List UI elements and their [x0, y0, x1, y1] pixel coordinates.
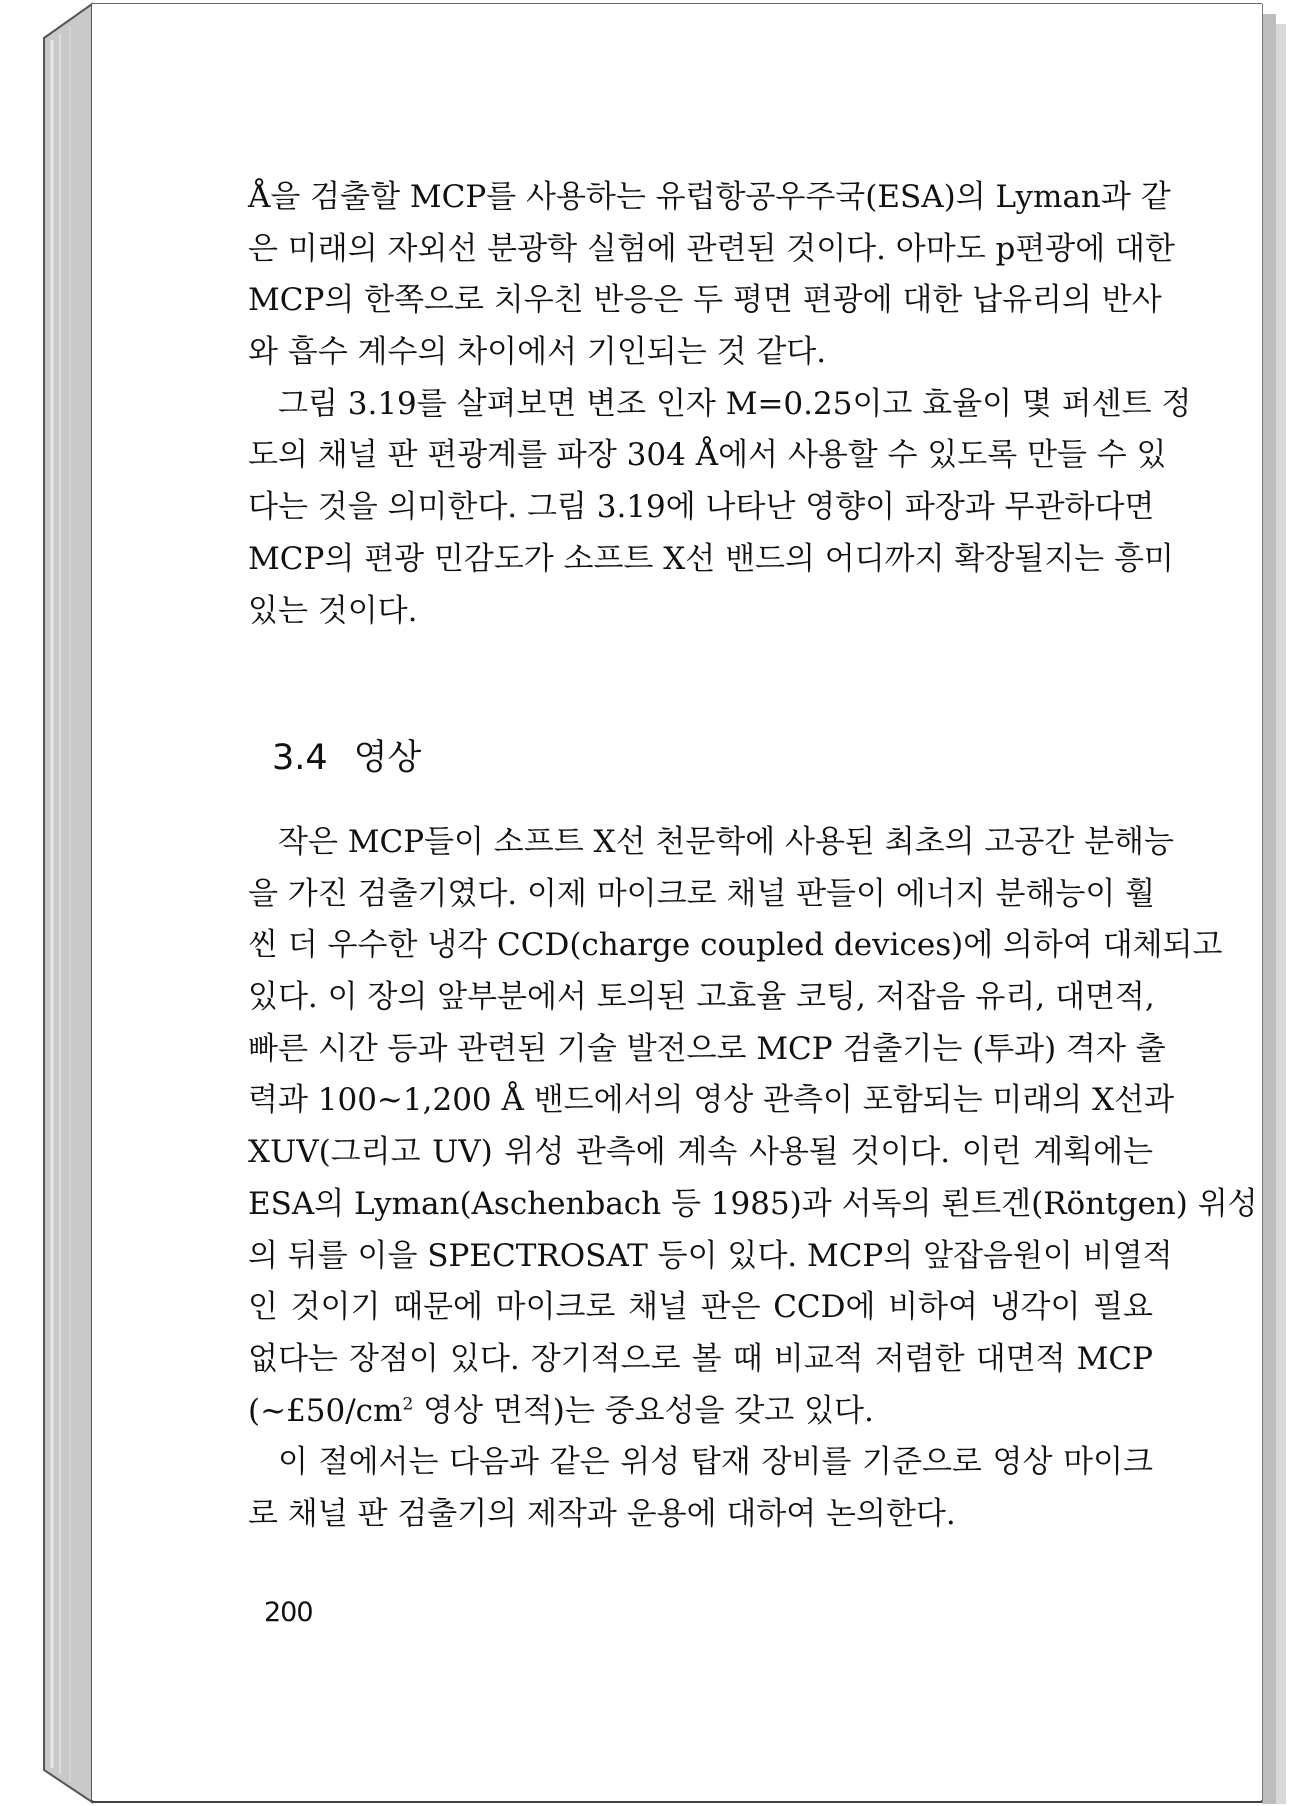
text-line: 없다는 장점이 있다. 장기적으로 볼 때 비교적 저렴한 대면적 MCP: [248, 1340, 1153, 1377]
paragraph-block-imaging: [248, 817, 1258, 1541]
text-line: Å을 검출할 MCP를 사용하는 유럽항공우주국(ESA)의 Lyman과 같: [248, 179, 1171, 215]
text-line: 이 절에서는 다음과 같은 위성 탑재 장비를 기준으로 영상 마이크: [278, 1444, 1153, 1481]
paragraph-block-polarization: [248, 172, 1192, 637]
superscript: 2: [402, 1394, 414, 1415]
section-heading: [272, 728, 421, 788]
text-line: 빠른 시간 등과 관련된 기술 발전으로 MCP 검출기는 (투과) 격자 출: [248, 1030, 1166, 1067]
text-line: ESA의 Lyman(Aschenbach 등 1985)과 서독의 뢴트겐(Röntgen) 위성: [248, 1185, 1258, 1222]
text-fragment: 영상 면적)는 중요성을 갖고 있다.: [413, 1392, 874, 1429]
text-line: 인 것이기 때문에 마이크로 채널 판은 CCD에 비하여 냉각이 필요: [248, 1289, 1153, 1326]
text-line: 작은 MCP들이 소프트 X선 천문학에 사용된 최초의 고공간 분해능: [278, 824, 1174, 860]
text-line: 와 흡수 계수의 차이에서 기인되는 것 같다.: [248, 334, 827, 371]
text-line: 로 채널 판 검출기의 제작과 운용에 대하여 논의한다.: [248, 1495, 956, 1532]
section-title: 영상: [353, 738, 422, 778]
text-fragment: (~£50/cm: [248, 1392, 403, 1429]
text-line: 있는 것이다.: [248, 592, 418, 629]
text-line: 다는 것을 의미한다. 그림 3.19에 나타난 영향이 파장과 무관하다면: [248, 489, 1155, 526]
section-number: 3.4: [272, 738, 328, 778]
page-number: 200: [264, 1597, 313, 1628]
text-line: XUV(그리고 UV) 위성 관측에 계속 사용될 것이다. 이런 계획에는: [248, 1134, 1153, 1171]
text-line: 의 뒤를 이을 SPECTROSAT 등이 있다. MCP의 앞잡음원이 비열적: [248, 1237, 1173, 1274]
text-line-area-cost: [248, 1386, 1153, 1438]
text-line: 있다. 이 장의 앞부분에서 토의된 고효율 코팅, 저잡음 유리, 대면적,: [248, 979, 1155, 1016]
text-line: 그림 3.19를 살펴보면 변조 인자 M=0.25이고 효율이 몇 퍼센트 정: [278, 385, 1192, 422]
text-line: MCP의 편광 민감도가 소프트 X선 밴드의 어디까지 확장될지는 흥미: [248, 540, 1174, 577]
text-line: 력과 100~1,200 Å 밴드에서의 영상 관측이 포함되는 미래의 X선과: [248, 1082, 1175, 1119]
text-line: 은 미래의 자외선 분광학 실험에 관련된 것이다. 아마도 p편광에 대한: [248, 230, 1175, 267]
text-line: 을 가진 검출기였다. 이제 마이크로 채널 판들이 에너지 분해능이 훨: [248, 875, 1156, 912]
text-line: MCP의 한쪽으로 치우친 반응은 두 평면 편광에 대한 납유리의 반사: [248, 282, 1162, 319]
text-line: 씬 더 우수한 냉각 CCD(charge coupled devices)에 의하여 대체되고: [248, 927, 1223, 964]
text-line: 도의 채널 판 편광계를 파장 304 Å에서 사용할 수 있도록 만들 수 있: [248, 437, 1167, 474]
